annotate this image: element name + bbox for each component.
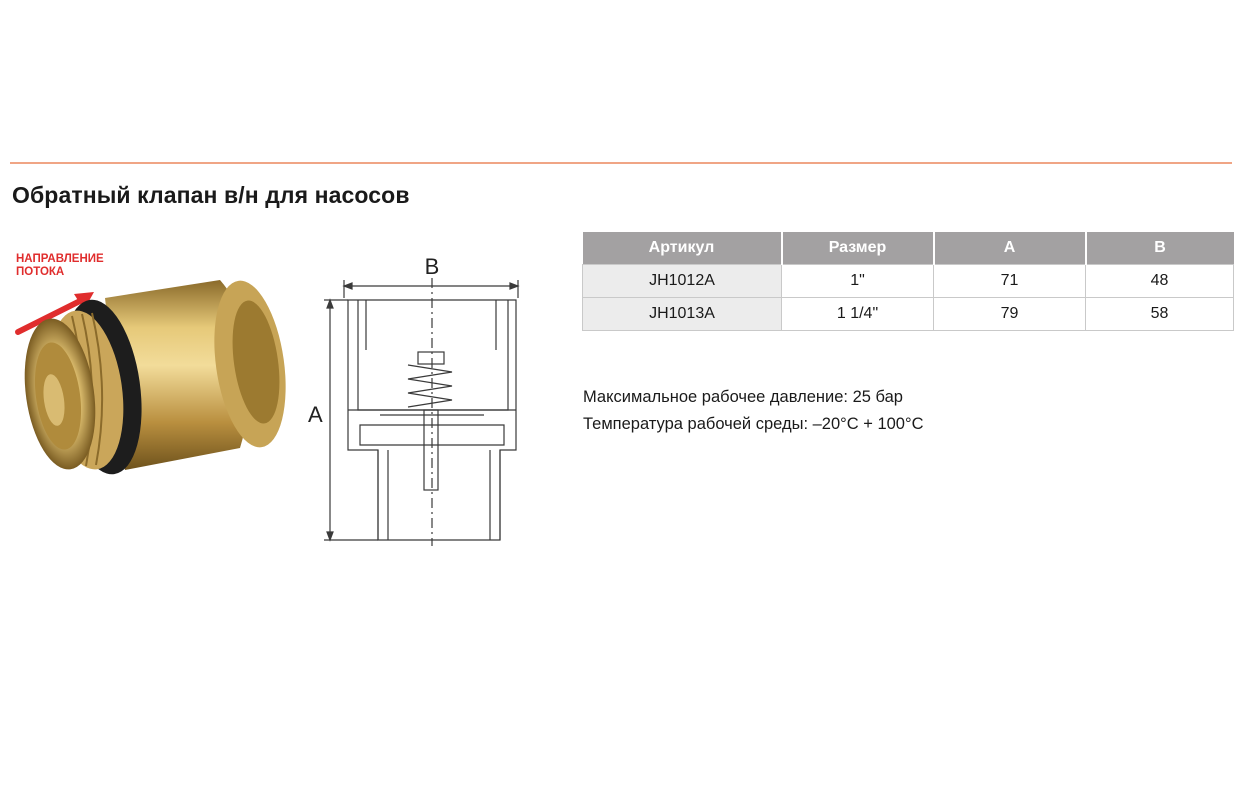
flow-label-line2: ПОТОКА: [16, 266, 65, 278]
spec-temperature: Температура рабочей среды: –20°C + 100°C: [583, 415, 924, 433]
flow-label-line1: НАПРАВЛЕНИЕ: [16, 253, 104, 265]
cell-article: JH1013A: [583, 298, 782, 331]
cell-a: 71: [934, 265, 1086, 298]
dimension-b-label: B: [424, 254, 440, 279]
valve-photo: [10, 270, 300, 500]
table-header-row: [583, 232, 1234, 265]
table-row: [583, 265, 1234, 298]
spec-pressure: Максимальное рабочее давление: 25 бар: [583, 388, 903, 406]
col-header-a: A: [934, 232, 1086, 265]
page-title: Обратный клапан в/н для насосов: [12, 182, 410, 208]
col-header-article: Артикул: [583, 232, 782, 265]
header-divider: [10, 162, 1232, 164]
cell-b: 58: [1086, 298, 1234, 331]
dimension-a-label: A: [308, 402, 323, 427]
col-header-b: B: [1086, 232, 1234, 265]
technical-drawing: [300, 250, 540, 550]
cell-article: JH1012A: [583, 265, 782, 298]
col-header-size: Размер: [782, 232, 934, 265]
spec-details: [583, 384, 924, 438]
cell-size: 1": [782, 265, 934, 298]
table-row: [583, 298, 1234, 331]
cell-b: 48: [1086, 265, 1234, 298]
cell-size: 1 1/4": [782, 298, 934, 331]
spec-table: [582, 232, 1234, 331]
cell-a: 79: [934, 298, 1086, 331]
